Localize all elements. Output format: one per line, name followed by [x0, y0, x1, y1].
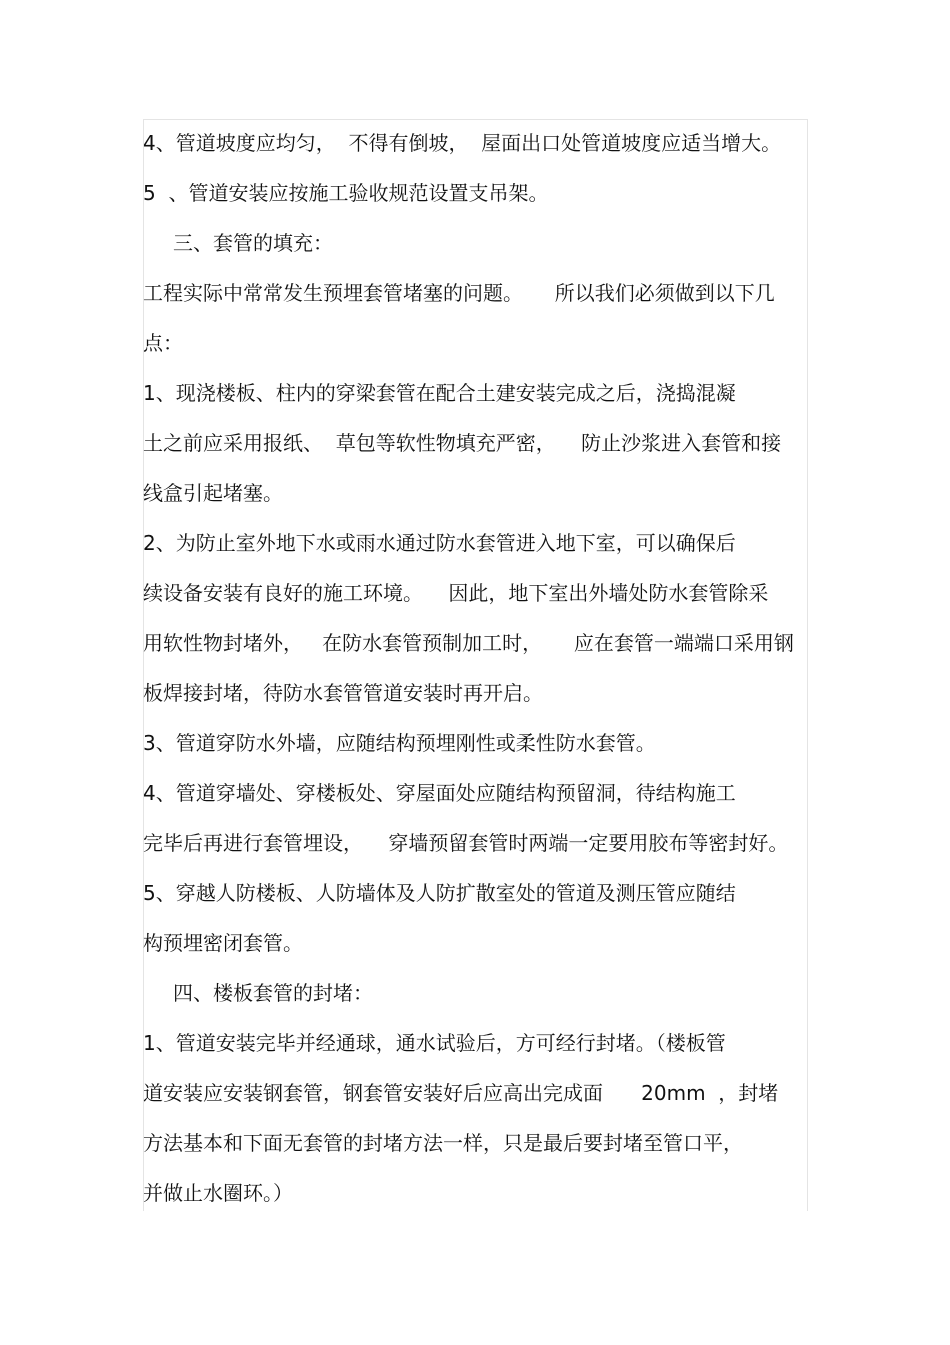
text-line: 道安装应安装钢套管，钢套管安装好后应高出完成面 20mm ，封堵: [143, 1081, 779, 1105]
text-line: 5 、管道安装应按施工验收规范设置支吊架。: [143, 181, 549, 205]
text-line: 土之前应采用报纸、 草包等软性物填充严密， 防止沙浆进入套管和接: [143, 431, 782, 455]
document-body: [143, 118, 807, 1218]
text-line: 构预埋密闭套管。: [143, 931, 303, 955]
text-line: 1、管道安装完毕并经通球，通水试验后，方可经行封堵。（楼板管: [143, 1031, 726, 1055]
text-line: 1、现浇楼板、柱内的穿梁套管在配合土建安装完成之后，浇捣混凝: [143, 381, 736, 405]
text-line: 点：: [143, 331, 183, 355]
text-line: 线盒引起堵塞。: [143, 481, 283, 505]
text-line: 2、为防止室外地下水或雨水通过防水套管进入地下室，可以确保后: [143, 531, 736, 555]
text-line: 续设备安装有良好的施工环境。 因此，地下室出外墙处防水套管除采: [143, 581, 769, 605]
section-heading: 四、楼板套管的封堵：: [173, 981, 373, 1005]
text-line: 工程实际中常常发生预埋套管堵塞的问题。 所以我们必须做到以下几: [143, 281, 775, 305]
text-line: 方法基本和下面无套管的封堵方法一样，只是最后要封堵至管口平，: [143, 1131, 743, 1155]
text-line: 4、管道穿墙处、穿楼板处、穿屋面处应随结构预留洞，待结构施工: [143, 781, 736, 805]
text-line: 4、管道坡度应均匀， 不得有倒坡， 屋面出口处管道坡度应适当增大。: [143, 131, 782, 155]
text-line: 板焊接封堵，待防水套管管道安装时再开启。: [143, 681, 543, 705]
text-line: 3、管道穿防水外墙，应随结构预埋刚性或柔性防水套管。: [143, 731, 656, 755]
page-border-right: [807, 119, 808, 1211]
text-line: 用软性物封堵外， 在防水套管预制加工时， 应在套管一端端口采用钢: [143, 631, 794, 655]
section-heading: 三、套管的填充：: [173, 231, 333, 255]
text-line: 5、穿越人防楼板、人防墙体及人防扩散室处的管道及测压管应随结: [143, 881, 736, 905]
text-line: 并做止水圈环。）: [143, 1181, 293, 1205]
text-line: 完毕后再进行套管埋设， 穿墙预留套管时两端一定要用胶布等密封好。: [143, 831, 789, 855]
